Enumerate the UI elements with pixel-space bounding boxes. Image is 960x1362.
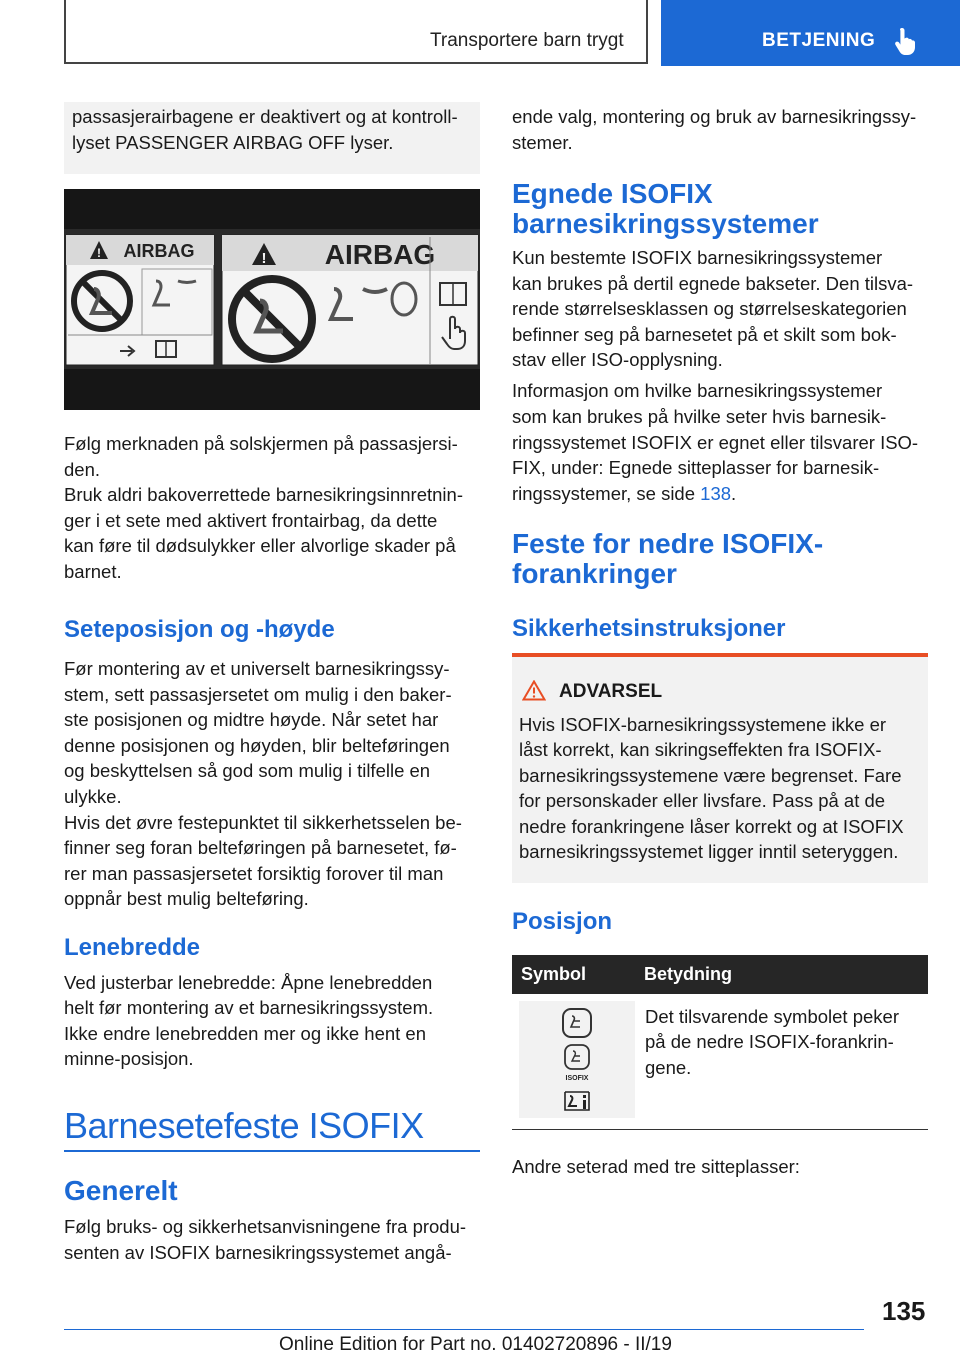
page-number: 135 xyxy=(882,1296,926,1326)
heading-rule xyxy=(64,1150,480,1152)
svg-text:!: ! xyxy=(261,250,267,267)
paragraph-line: ende valg, montering og bruk av barnesikringssy- xyxy=(512,106,917,127)
isofix-anchor-icon xyxy=(519,1001,635,1118)
paragraph-line: stav eller ISO-opplysning. xyxy=(512,349,723,370)
paragraph-line: kan føre til dødsulykker eller alvorlige skader på xyxy=(64,535,456,556)
paragraph-line: Før montering av et universelt barnesikringssy- xyxy=(64,658,450,679)
paragraph-line: Informasjon om hvilke barnesikringssystemer xyxy=(512,380,883,401)
heading-egnede-isofix: Egnede ISOFIX xyxy=(512,178,713,209)
hand-pointer-icon xyxy=(894,26,920,56)
paragraph-line: ger i et sete med aktivert frontairbag, da dette xyxy=(64,510,438,531)
svg-text:!: ! xyxy=(97,246,101,260)
paragraph-line: som kan brukes på hvilke seter hvis barnesik- xyxy=(512,406,887,427)
paragraph-line: denne posisjonen og høyden, blir belteføringen xyxy=(64,735,450,756)
paragraph-line: stemer. xyxy=(512,132,573,153)
heading-lenebredde: Lenebredde xyxy=(64,934,201,961)
heading-feste-isofix: Feste for nedre ISOFIX- xyxy=(512,528,824,559)
isofix-caption: ISOFIX xyxy=(565,1075,589,1082)
paragraph-line: Bruk aldri bakoverrettede barnesikringsinnretnin- xyxy=(64,484,463,505)
heading-egnede-isofix: barnesikringssystemer xyxy=(512,208,819,239)
paragraph-line: Andre seterad med tre sitteplasser: xyxy=(512,1156,800,1177)
airbag-label-photo xyxy=(64,189,480,410)
paragraph-line: stem, sett passasjersetet om mulig i den baker- xyxy=(64,684,452,705)
paragraph-line: oppnår best mulig belteføring. xyxy=(64,888,309,909)
table-cell-line: gene. xyxy=(645,1057,692,1078)
airbag-label-small-text: AIRBAG xyxy=(123,241,195,261)
table-cell-line: på de nedre ISOFIX-forankrin- xyxy=(645,1031,894,1052)
paragraph-line: ringssystemet ISOFIX er egnet eller tilsvarer ISO- xyxy=(512,432,919,453)
airbag-warning-labels xyxy=(64,189,480,410)
airbag-label-large-text: AIRBAG xyxy=(324,239,436,270)
paragraph-line: minne-posisjon. xyxy=(64,1048,194,1069)
warning-line: barnesikringssystemene være begrenset. Fare xyxy=(519,765,902,786)
note-line: lyset PASSENGER AIRBAG OFF lyser. xyxy=(72,132,394,153)
table-symbol-cell xyxy=(519,1001,635,1118)
paragraph-line: Følg merknaden på solskjermen på passasjersi- xyxy=(64,433,458,454)
paragraph-line: den. xyxy=(64,459,101,480)
table-cell-line: Det tilsvarende symbolet peker xyxy=(645,1006,899,1027)
paragraph-line: Ikke endre lenebredden mer og ikke hent en xyxy=(64,1023,427,1044)
paragraph-line: Hvis det øvre festepunktet til sikkerhetsselen be- xyxy=(64,812,462,833)
heading-safety-instructions: Sikkerhetsinstruksjoner xyxy=(512,615,786,642)
paragraph-line: og beskyttelsen så god som mulig i tilfelle en xyxy=(64,760,431,781)
paragraph-line: barnet. xyxy=(64,561,122,582)
paragraph-line: Ved justerbar lenebredde: Åpne lenebredden xyxy=(64,972,433,993)
heading-seat-position: Seteposisjon og -høyde xyxy=(64,616,335,643)
warning-line: for personskader eller livsfare. Pass på at de xyxy=(519,790,886,811)
paragraph-line: senten av ISOFIX barnesikringssystemet angå- xyxy=(64,1242,452,1263)
warning-line: låst korrekt, kan sikringseffekten fra ISOFIX- xyxy=(519,739,882,760)
heading-posisjon: Posisjon xyxy=(512,908,613,935)
header-chapter-label[interactable]: BETJENING xyxy=(762,30,876,51)
paragraph-line: FIX, under: Egnede sitteplasser for barnesik- xyxy=(512,457,880,478)
table-bottom-rule xyxy=(512,1129,928,1130)
warning-triangle-icon xyxy=(522,680,546,701)
paragraph-line: ste posisjonen og midtre høyde. Når setet har xyxy=(64,709,439,730)
warning-line: Hvis ISOFIX-barnesikringssystemene ikke er xyxy=(519,714,887,735)
footer-edition: Online Edition for Part no. 01402720896 - II/19 xyxy=(279,1334,672,1355)
paragraph-line: kan brukes på dertil egnede bakseter. Den tilsva- xyxy=(512,273,914,294)
paragraph-line: rer man passasjersetet forsiktig forover til man xyxy=(64,863,444,884)
paragraph-line: helt før montering av et barnesikringssystem. xyxy=(64,997,434,1018)
paragraph-line: Kun bestemte ISOFIX barnesikringssystemer xyxy=(512,247,883,268)
page-reference-link[interactable]: 138 xyxy=(700,483,732,504)
paragraph-line: befinner seg på barnesetet på et skilt som bok- xyxy=(512,324,897,345)
warning-line: nedre forankringene låser korrekt og at ISOFIX xyxy=(519,816,904,837)
heading-feste-isofix: forankringer xyxy=(512,558,677,589)
warning-line: barnesikringssystemet ligger inntil seteryggen. xyxy=(519,841,899,862)
paragraph-line: Følg bruks- og sikkerhetsanvisningene fra produ- xyxy=(64,1216,467,1237)
paragraph-line: finner seg foran belteføringen på barnesetet, fø- xyxy=(64,837,457,858)
heading-generelt: Generelt xyxy=(64,1175,178,1206)
warning-title: ADVARSEL xyxy=(559,681,663,702)
paragraph-line xyxy=(512,481,736,507)
paragraph-line: rende størrelsesklassen og størrelseskategorien xyxy=(512,298,907,319)
paragraph-text: ringssystemer, se side xyxy=(512,483,701,504)
note-line: passasjerairbagene er deaktivert og at kontroll- xyxy=(72,106,458,127)
table-header-symbol: Symbol xyxy=(521,964,587,984)
paragraph-line: ulykke. xyxy=(64,786,122,807)
table-header-meaning: Betydning xyxy=(644,964,732,984)
header-section-title[interactable]: Transportere barn trygt xyxy=(430,30,624,51)
paragraph-text: . xyxy=(731,483,737,504)
footer-rule xyxy=(64,1329,864,1330)
heading-isofix: Barnesetefeste ISOFIX xyxy=(64,1105,424,1146)
